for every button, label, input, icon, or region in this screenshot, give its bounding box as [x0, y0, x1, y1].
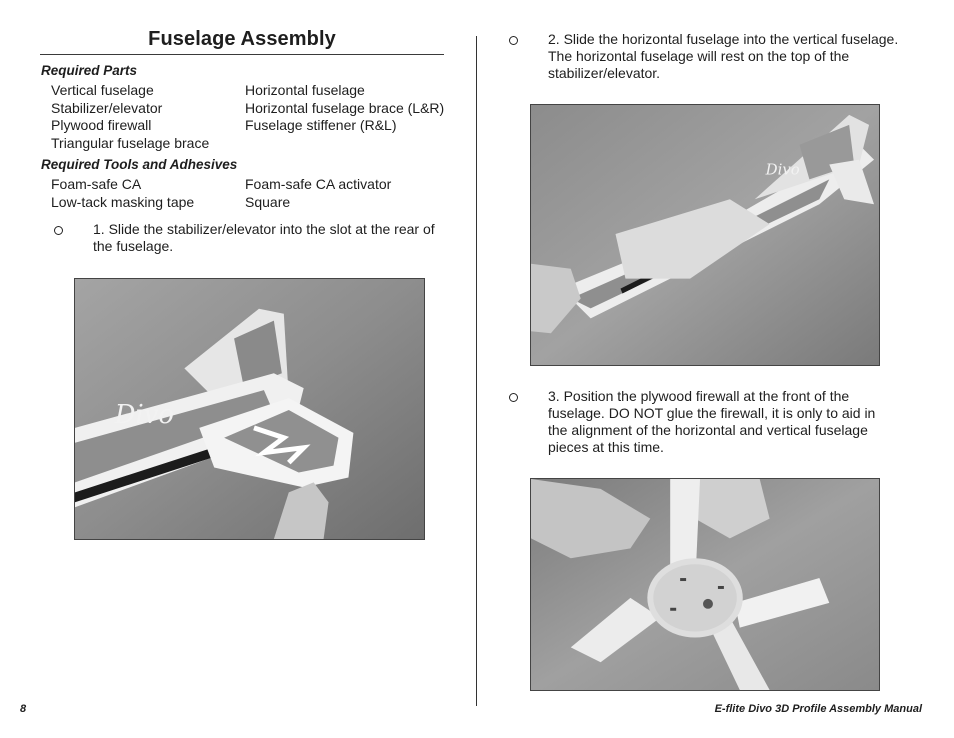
part-item: Horizontal fuselage brace (L&R)	[245, 99, 445, 116]
photo-2-image	[531, 105, 879, 365]
checkbox-circle-icon[interactable]	[509, 36, 518, 45]
part-item: Stabilizer/elevator	[51, 99, 163, 116]
title-underline	[40, 54, 444, 55]
step-1-text: 1. Slide the stabilizer/elevator into the slot at the rear of the fuselage.	[93, 221, 435, 254]
divo-logo-text: Divo	[765, 160, 800, 179]
part-item: Triangular fuselage brace	[51, 134, 210, 151]
checkbox-circle-icon[interactable]	[54, 226, 63, 235]
tool-item: Foam-safe CA activator	[245, 176, 392, 192]
required-parts-heading: Required Parts	[41, 63, 138, 78]
checkbox-circle-icon[interactable]	[509, 393, 518, 402]
tool-item: Low-tack masking tape	[51, 194, 195, 210]
footer-manual-title: E-flite Divo 3D Profile Assembly Manual	[714, 703, 922, 715]
step-2-text: 2. Slide the horizontal fuselage into the vertical fuselage. The horizontal fuselage will rest on the top of the stabilizer/elevator.	[548, 31, 899, 81]
tool-item: Foam-safe CA	[51, 176, 142, 192]
page-title: Fuselage Assembly	[148, 28, 336, 50]
required-tools-heading: Required Tools and Adhesives	[41, 157, 238, 172]
photo-horizontal-fuselage	[530, 104, 880, 366]
part-item: Horizontal fuselage	[245, 82, 365, 98]
part-item: Plywood firewall	[51, 117, 152, 133]
photo-3-image	[531, 479, 879, 690]
photo-1-image	[75, 279, 424, 539]
tool-item: Square	[245, 194, 291, 210]
part-item: Fuselage stiffener (R&L)	[245, 117, 397, 133]
column-divider	[476, 36, 477, 706]
photo-plywood-firewall	[530, 478, 880, 691]
page-number: 8	[20, 703, 27, 715]
photo-stabilizer-slot	[74, 278, 425, 540]
divo-logo-text: Divo	[114, 399, 174, 430]
part-item: Vertical fuselage	[51, 82, 154, 98]
step-3-text: 3. Position the plywood firewall at the front of the fuselage. DO NOT glue the firewall, it is only to aid in the alignment of the horizontal and vertical fuselage pieces at this time.	[548, 388, 876, 455]
